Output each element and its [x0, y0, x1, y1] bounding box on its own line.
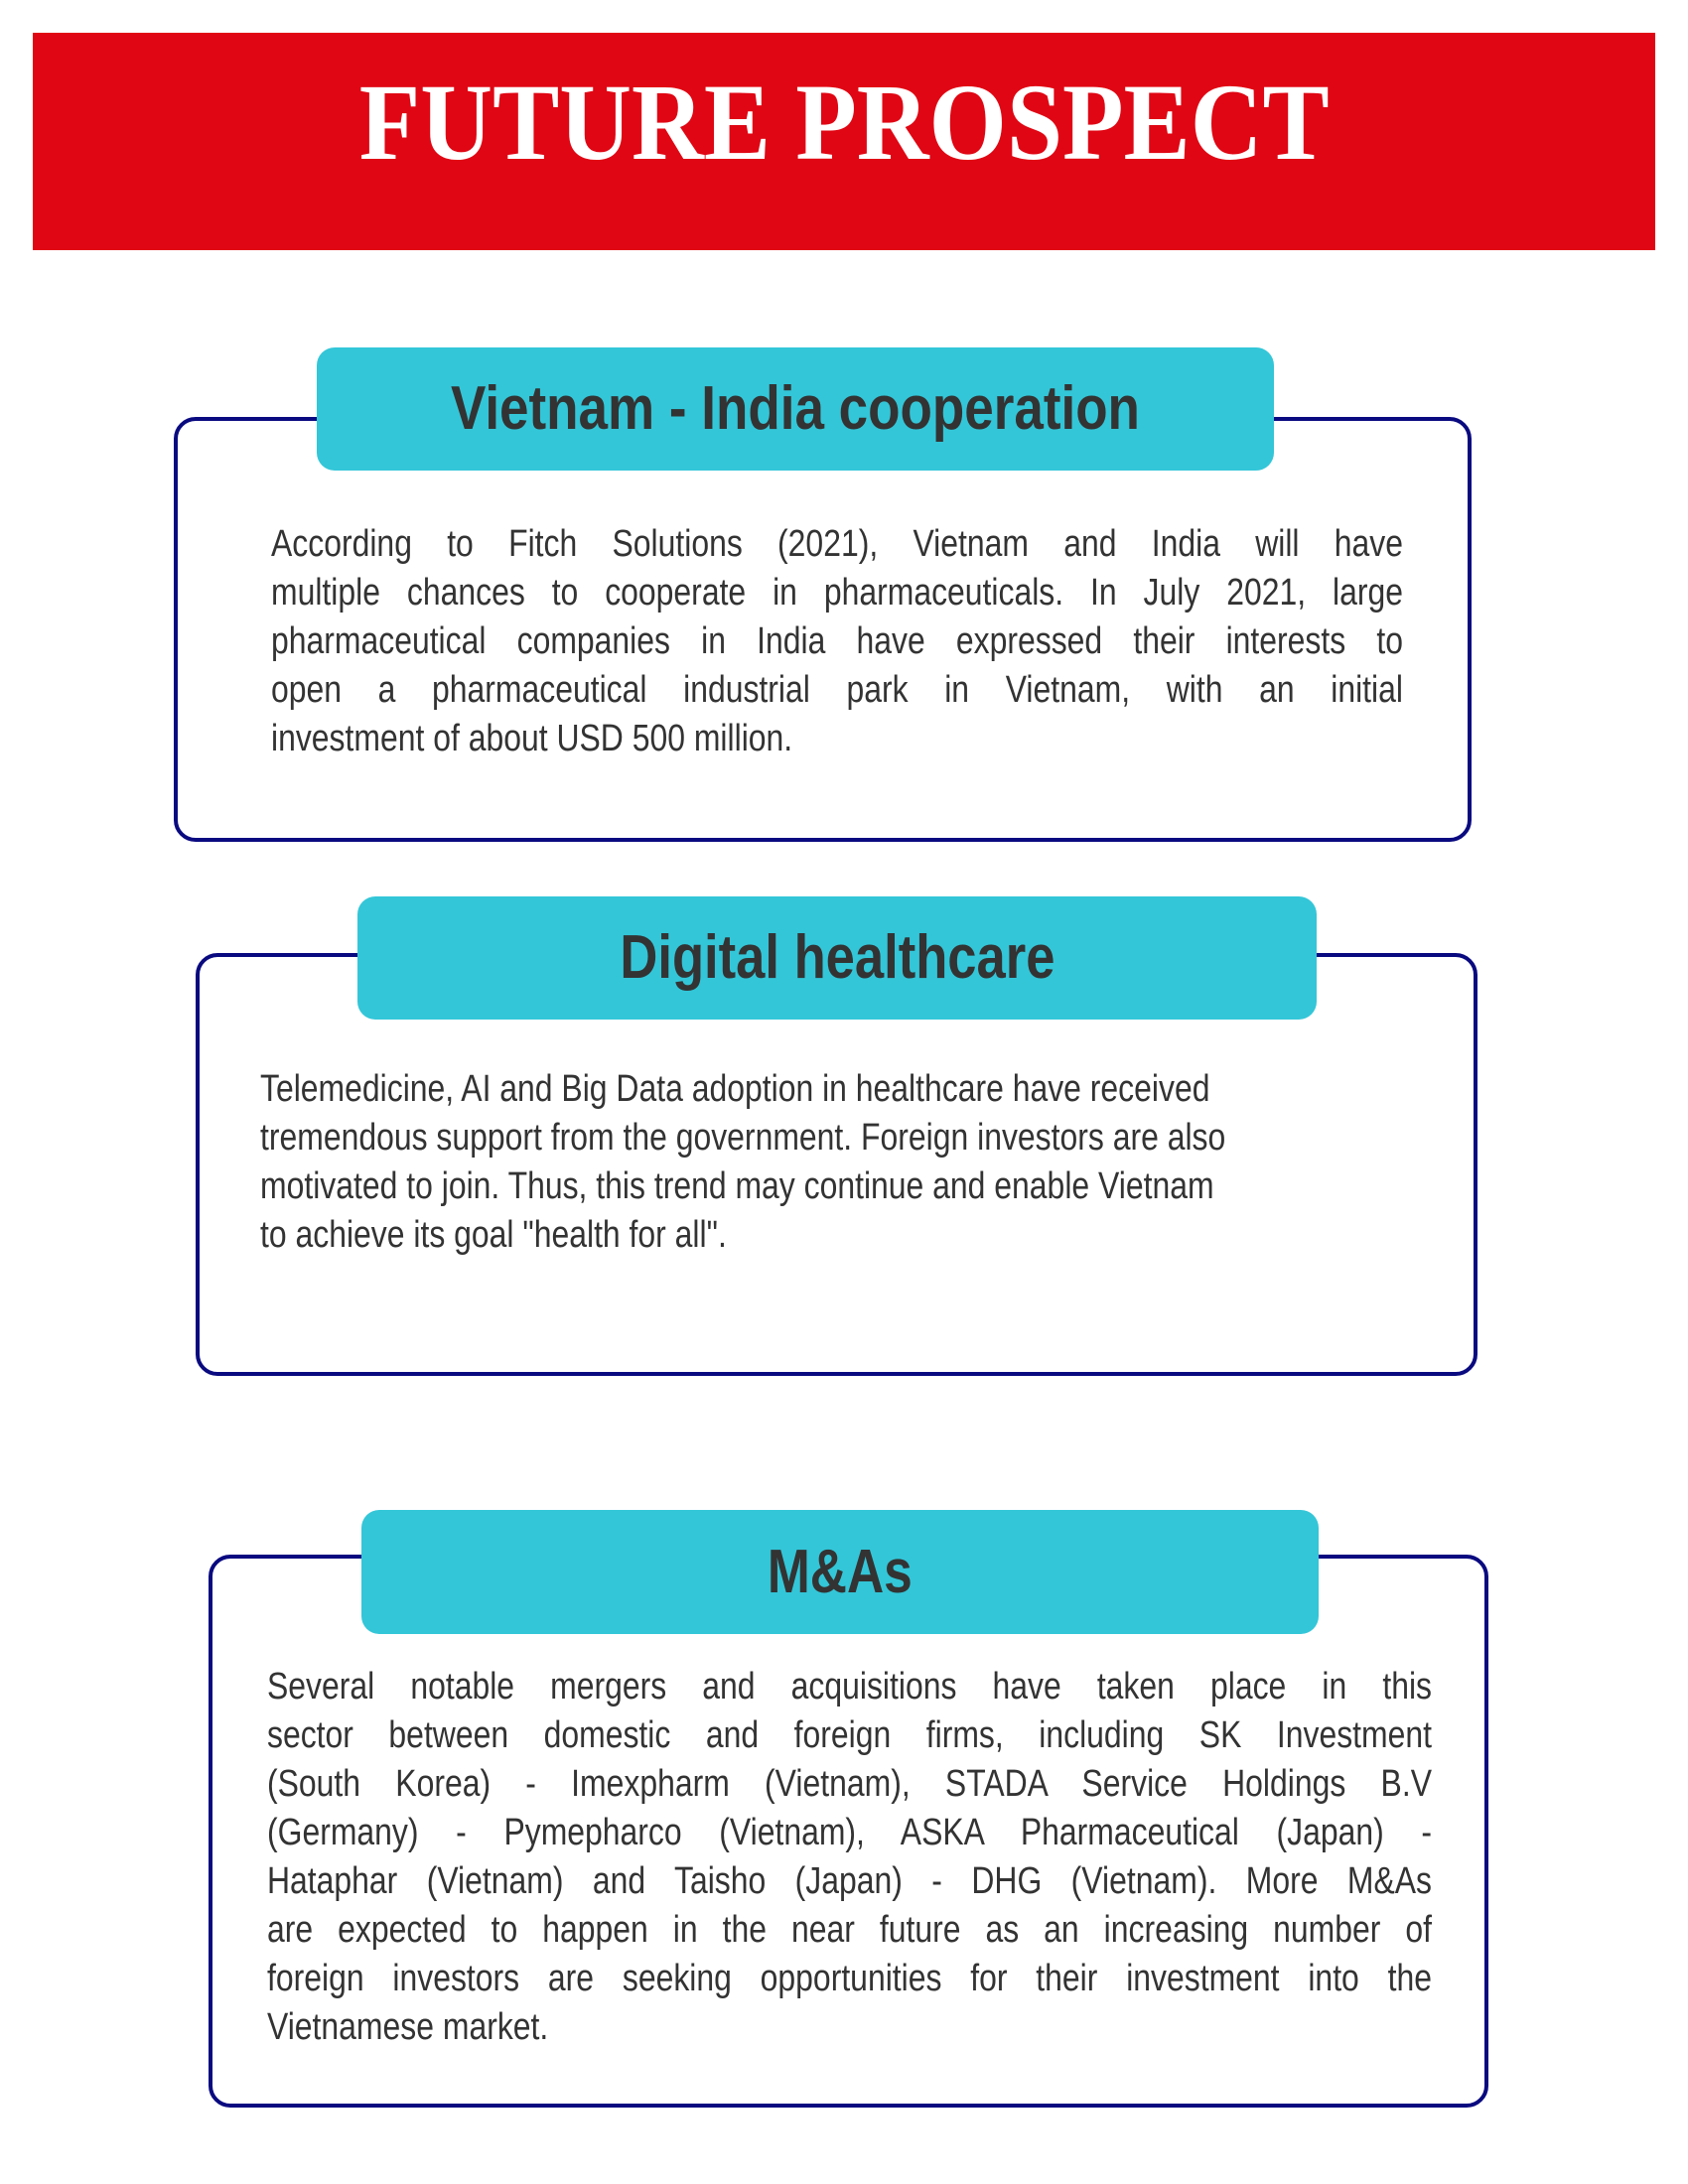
section-heading-badge: [361, 1510, 1319, 1634]
body-text-line: Telemedicine, AI and Big Data adoption in healthcare have received: [260, 1068, 1210, 1110]
body-text-line: to achieve its goal "health for all".: [260, 1214, 727, 1256]
section-heading: Vietnam - India cooperation: [451, 374, 1140, 443]
body-text-line: motivated to join. Thus, this trend may continue and enable Vietnam: [260, 1165, 1214, 1207]
title-container: [0, 58, 1688, 187]
body-text-line: are expected to happen in the near future as an increasing number of: [267, 1909, 1432, 1951]
section-heading-badge: [317, 347, 1274, 471]
body-text-line: investment of about USD 500 million.: [271, 718, 793, 759]
section-body: [267, 1663, 1432, 2052]
body-text-line: (South Korea) - Imexpharm (Vietnam), STADA Service Holdings B.V: [267, 1763, 1432, 1805]
page-title: FUTURE PROSPECT: [358, 62, 1330, 183]
body-text-line: (Germany) - Pymepharco (Vietnam), ASKA Pharmaceutical (Japan) -: [267, 1812, 1432, 1853]
section-body: [271, 520, 1403, 763]
section-heading: Digital healthcare: [619, 923, 1055, 992]
section-body: [260, 1065, 1352, 1260]
body-text-line: Hataphar (Vietnam) and Taisho (Japan) - DHG (Vietnam). More M&As: [267, 1860, 1432, 1902]
body-text-line: sector between domestic and foreign firms, including SK Investment: [267, 1714, 1432, 1756]
body-text-line: multiple chances to cooperate in pharmaceuticals. In July 2021, large: [271, 572, 1403, 614]
body-text-line: Vietnamese market.: [267, 2006, 549, 2048]
body-text-line: pharmaceutical companies in India have expressed their interests to: [271, 620, 1403, 662]
body-text-line: According to Fitch Solutions (2021), Vietnam and India will have: [271, 523, 1403, 565]
body-text-line: tremendous support from the government. Foreign investors are also: [260, 1117, 1226, 1159]
body-text-line: open a pharmaceutical industrial park in Vietnam, with an initial: [271, 669, 1403, 711]
section-heading: M&As: [768, 1537, 913, 1606]
section-heading-badge: [357, 896, 1317, 1020]
body-text-line: foreign investors are seeking opportunities for their investment into the: [267, 1958, 1432, 1999]
body-text-line: Several notable mergers and acquisitions have taken place in this: [267, 1666, 1432, 1707]
